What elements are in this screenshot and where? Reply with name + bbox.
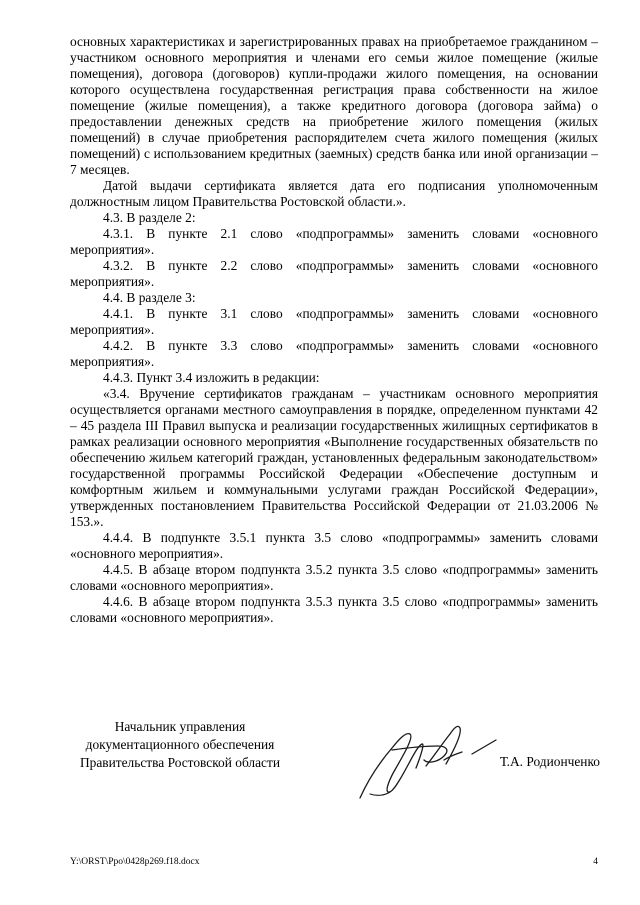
position-line-1: Начальник управления (114, 719, 246, 734)
document-body (70, 34, 598, 626)
signatory-name: Т.А. Родионченко (499, 754, 600, 769)
paragraph-continuation: основных характеристиках и зарегистрированных правах на приобретаемое гражданином – участником основного мероприятия и членами его семьи жилое помещение (жилые помещения), договора (договоров) купли-продажи жилого помещения, на основании которого осуществлена государственная регистрация права собственности на жилое помещение (жилые помещения), а также кредитного договора (договора займа) о предоставлении денежных средств на приобретение жилого помещения (жилых помещений) в случае приобретения распорядителем счета жилого помещения (жилых помещений) с использованием кредитных (заемных) средств банка или иной организации – 7 месяцев. (70, 34, 598, 177)
paragraph-issue-date: Датой выдачи сертификата является дата его подписания уполномоченным должностным лицом Правительства Ростовской области.». (70, 178, 598, 209)
paragraph-4-3: 4.3. В разделе 2: (103, 210, 196, 225)
paragraph-4-3-2: 4.3.2. В пункте 2.2 слово «подпрограммы» заменить словами «основного мероприятия». (70, 258, 598, 289)
paragraph-4-4-5: 4.4.5. В абзаце втором подпункта 3.5.2 пункта 3.5 слово «подпрограммы» заменить словами «основного мероприятия». (70, 562, 598, 593)
position-line-3: Правительства Ростовской области (79, 755, 281, 770)
page-number: 4 (593, 857, 598, 867)
paragraph-4-4-6: 4.4.6. В абзаце втором подпункта 3.5.3 пункта 3.5 слово «подпрограммы» заменить словами «основного мероприятия». (70, 594, 598, 625)
paragraph-4-4-2: 4.4.2. В пункте 3.3 слово «подпрограммы» заменить словами «основного мероприятия». (70, 338, 598, 369)
signature-block (60, 710, 600, 790)
paragraph-4-4: 4.4. В разделе 3: (103, 290, 196, 305)
signatory-position (60, 718, 300, 772)
handwritten-signature (340, 710, 510, 805)
footer-file-path: Y:\ORST\Ppo\0428p269.f18.docx (70, 857, 200, 867)
position-line-2: документационного обеспечения (85, 737, 275, 752)
paragraph-4-4-1: 4.4.1. В пункте 3.1 слово «подпрограммы» заменить словами «основного мероприятия». (70, 306, 598, 337)
paragraph-4-4-3: 4.4.3. Пункт 3.4 изложить в редакции: (103, 370, 320, 385)
paragraph-4-3-1: 4.3.1. В пункте 2.1 слово «подпрограммы» заменить словами «основного мероприятия». (70, 226, 598, 257)
paragraph-3-4-text: «3.4. Вручение сертификатов гражданам – участникам основного мероприятия осуществляется органами местного самоуправления в порядке, определенном пунктами 42 – 45 раздела III Правил выпуска и реализации государственных жилищных сертификатов в рамках реализации основного мероприятия «Выполнение государственных обязательств по обеспечению жильем категорий граждан, установленных федеральным законодательством» государственной программы Российской Федерации «Обеспечение доступным и комфортным жильем и коммунальными услугами граждан Российской Федерации», утвержденных постановлением Правительства Российской Федерации от 21.03.2006 № 153.». (70, 386, 598, 529)
paragraph-4-4-4: 4.4.4. В подпункте 3.5.1 пункта 3.5 слово «подпрограммы» заменить словами «основного мероприятия». (70, 530, 598, 561)
